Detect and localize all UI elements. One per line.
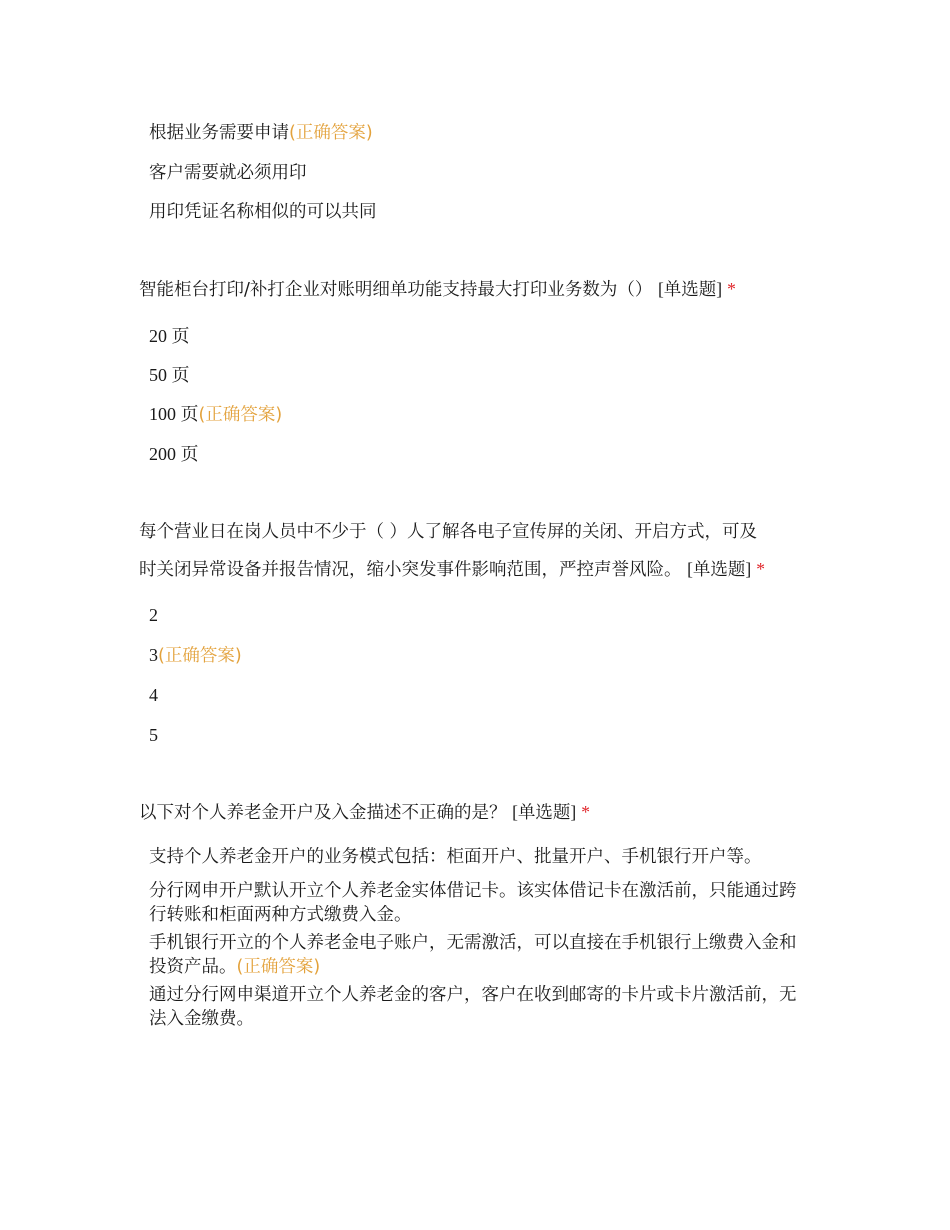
question-type-label: [单选题] bbox=[512, 802, 577, 822]
question-type-label: [单选题] bbox=[687, 559, 752, 579]
option-q1-c: 100 页(正确答案) bbox=[149, 404, 283, 425]
option-q3-c: 手机银行开立的个人养老金电子账户，无需激活，可以直接在手机银行上缴费入金和投资产品。(正确答案) bbox=[149, 933, 797, 977]
option-q3-d: 通过分行网申渠道开立个人养老金的客户，客户在收到邮寄的卡片或卡片激活前，无法入金缴费。 bbox=[149, 985, 797, 1029]
option-q0-b: 客户需要就必须用印 bbox=[149, 163, 307, 183]
correct-answer-tag: (正确答案) bbox=[158, 646, 242, 666]
option-q0-a: 根据业务需要申请(正确答案) bbox=[149, 123, 373, 143]
option-q2-a: 2 bbox=[149, 605, 158, 625]
correct-answer-tag: (正确答案) bbox=[198, 405, 283, 425]
required-asterisk: * bbox=[581, 802, 590, 822]
question-1-title: 智能柜台打印/补打企业对账明细单功能支持最大打印业务数为（） [单选题] * bbox=[139, 279, 736, 300]
option-q1-d: 200 页 bbox=[149, 444, 199, 464]
question-type-label: [单选题] bbox=[657, 279, 723, 299]
option-q2-c: 4 bbox=[149, 685, 158, 705]
correct-answer-tag: (正确答案) bbox=[236, 957, 321, 977]
question-2-title-line-1: 每个营业日在岗人员中不少于（ ）人了解各电子宣传屏的关闭、开启方式，可及 bbox=[139, 522, 758, 542]
correct-answer-tag: (正确答案) bbox=[289, 123, 373, 143]
required-asterisk: * bbox=[756, 559, 765, 579]
option-q3-a: 支持个人养老金开户的业务模式包括：柜面开户、批量开户、手机银行开户等。 bbox=[149, 847, 762, 867]
question-2-title-line-2: 时关闭异常设备并报告情况，缩小突发事件影响范围，严控声誉风险。 [单选题] * bbox=[139, 559, 765, 580]
question-3-title: 以下对个人养老金开户及入金描述不正确的是？ [单选题] * bbox=[139, 802, 590, 823]
option-q3-b: 分行网申开户默认开立个人养老金实体借记卡。该实体借记卡在激活前，只能通过跨行转账和柜面两种方式缴费入金。 bbox=[149, 881, 797, 925]
option-q2-b: 3(正确答案) bbox=[149, 645, 242, 666]
required-asterisk: * bbox=[727, 279, 736, 299]
option-q1-a: 20 页 bbox=[149, 326, 190, 346]
option-q2-d: 5 bbox=[149, 725, 158, 745]
option-q1-b: 50 页 bbox=[149, 365, 190, 385]
option-q0-c: 用印凭证名称相似的可以共同 bbox=[149, 202, 377, 222]
